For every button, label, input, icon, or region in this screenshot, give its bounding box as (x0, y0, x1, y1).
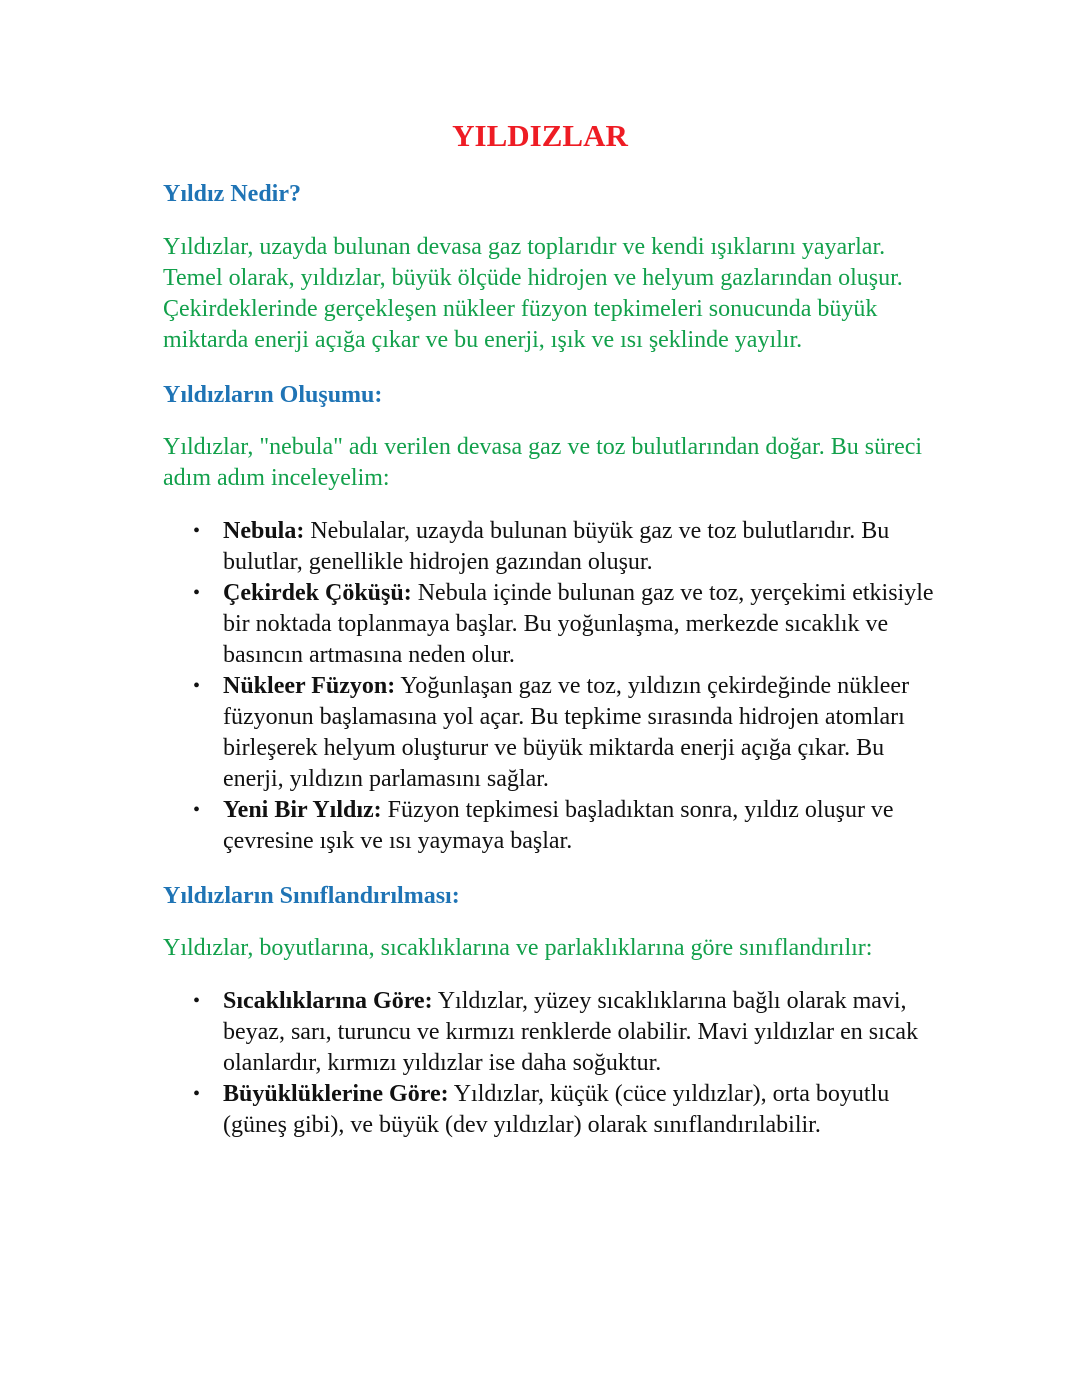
bullet-icon: • (193, 1083, 201, 1105)
list-item-text: Nebula içinde bulunan gaz ve toz, yerçekimi etkisiyle bir noktada toplanmaya başlar. Bu yoğunlaşma, merkezde sıcaklık ve basıncın artmasına neden olur. (223, 580, 934, 668)
list-item (163, 1079, 943, 1141)
list-item (163, 578, 943, 671)
section-heading-what-is-star: Yıldız Nedir? (163, 181, 301, 207)
list-item-text: Nebulalar, uzayda bulunan büyük gaz ve toz bulutlarıdır. Bu bulutlar, genellikle hidrojen gazından oluşur. (223, 518, 890, 575)
document-body (163, 178, 943, 1141)
list-item (163, 795, 943, 857)
bullet-icon: • (193, 675, 201, 697)
list-item (163, 986, 943, 1079)
list-item-text: Yıldızlar, küçük (cüce yıldızlar), orta boyutlu (güneş gibi), ve büyük (dev yıldızlar) olarak sınıflandırılabilir. (223, 1081, 890, 1138)
list-item-text: Yoğunlaşan gaz ve toz, yıldızın çekirdeğinde nükleer füzyonun başlamasına yol açar. Bu tepkime sırasında hidrojen atomları birleşerek helyum oluşturur ve büyük miktarda enerji açığa çıkar. Bu enerji, yıldızın parlamasını sağlar. (223, 673, 910, 792)
list-item-term: Büyüklüklerine Göre: (223, 1081, 449, 1107)
list-item-text: Füzyon tepkimesi başladıktan sonra, yıldız oluşur ve çevresine ışık ve ısı yaymaya başlar. (223, 797, 894, 854)
bullet-icon: • (193, 582, 201, 604)
page-title: YILDIZLAR (452, 118, 628, 153)
section-heading-classification: Yıldızların Sınıflandırılması: (163, 883, 460, 909)
list-item-term: Yeni Bir Yıldız: (223, 797, 382, 823)
bullet-icon: • (193, 520, 201, 542)
list-item-term: Nebula: (223, 518, 305, 544)
section-paragraph-formation: Yıldızlar, "nebula" adı verilen devasa gaz ve toz bulutlarından doğar. Bu süreci adım adım inceleyelim: (163, 434, 923, 491)
bullet-icon: • (193, 799, 201, 821)
classification-list (163, 986, 943, 1141)
bullet-icon: • (193, 990, 201, 1012)
list-item (163, 516, 943, 578)
list-item-term: Çekirdek Çöküşü: (223, 580, 412, 606)
list-item-term: Sıcaklıklarına Göre: (223, 988, 433, 1014)
list-item (163, 671, 943, 795)
list-item-text: Yıldızlar, yüzey sıcaklıklarına bağlı olarak mavi, beyaz, sarı, turuncu ve kırmızı renklerde olabilir. Mavi yıldızlar en sıcak olanlardır, kırmızı yıldızlar ise daha soğuktur. (223, 988, 919, 1076)
section-paragraph-what-is-star: Yıldızlar, uzayda bulunan devasa gaz toplarıdır ve kendi ışıklarını yayarlar. Temel olarak, yıldızlar, büyük ölçüde hidrojen ve helyum gazlarından oluşur. Çekirdeklerinde gerçekleşen nükleer füzyon tepkimeleri sonucunda büyük miktarda enerji açığa çıkar ve bu enerji, ışık ve ısı şeklinde yayılır. (163, 234, 903, 353)
formation-list (163, 516, 943, 857)
list-item-term: Nükleer Füzyon: (223, 673, 396, 699)
section-paragraph-classification: Yıldızlar, boyutlarına, sıcaklıklarına ve parlaklıklarına göre sınıflandırılır: (163, 935, 873, 961)
section-heading-formation: Yıldızların Oluşumu: (163, 382, 383, 408)
